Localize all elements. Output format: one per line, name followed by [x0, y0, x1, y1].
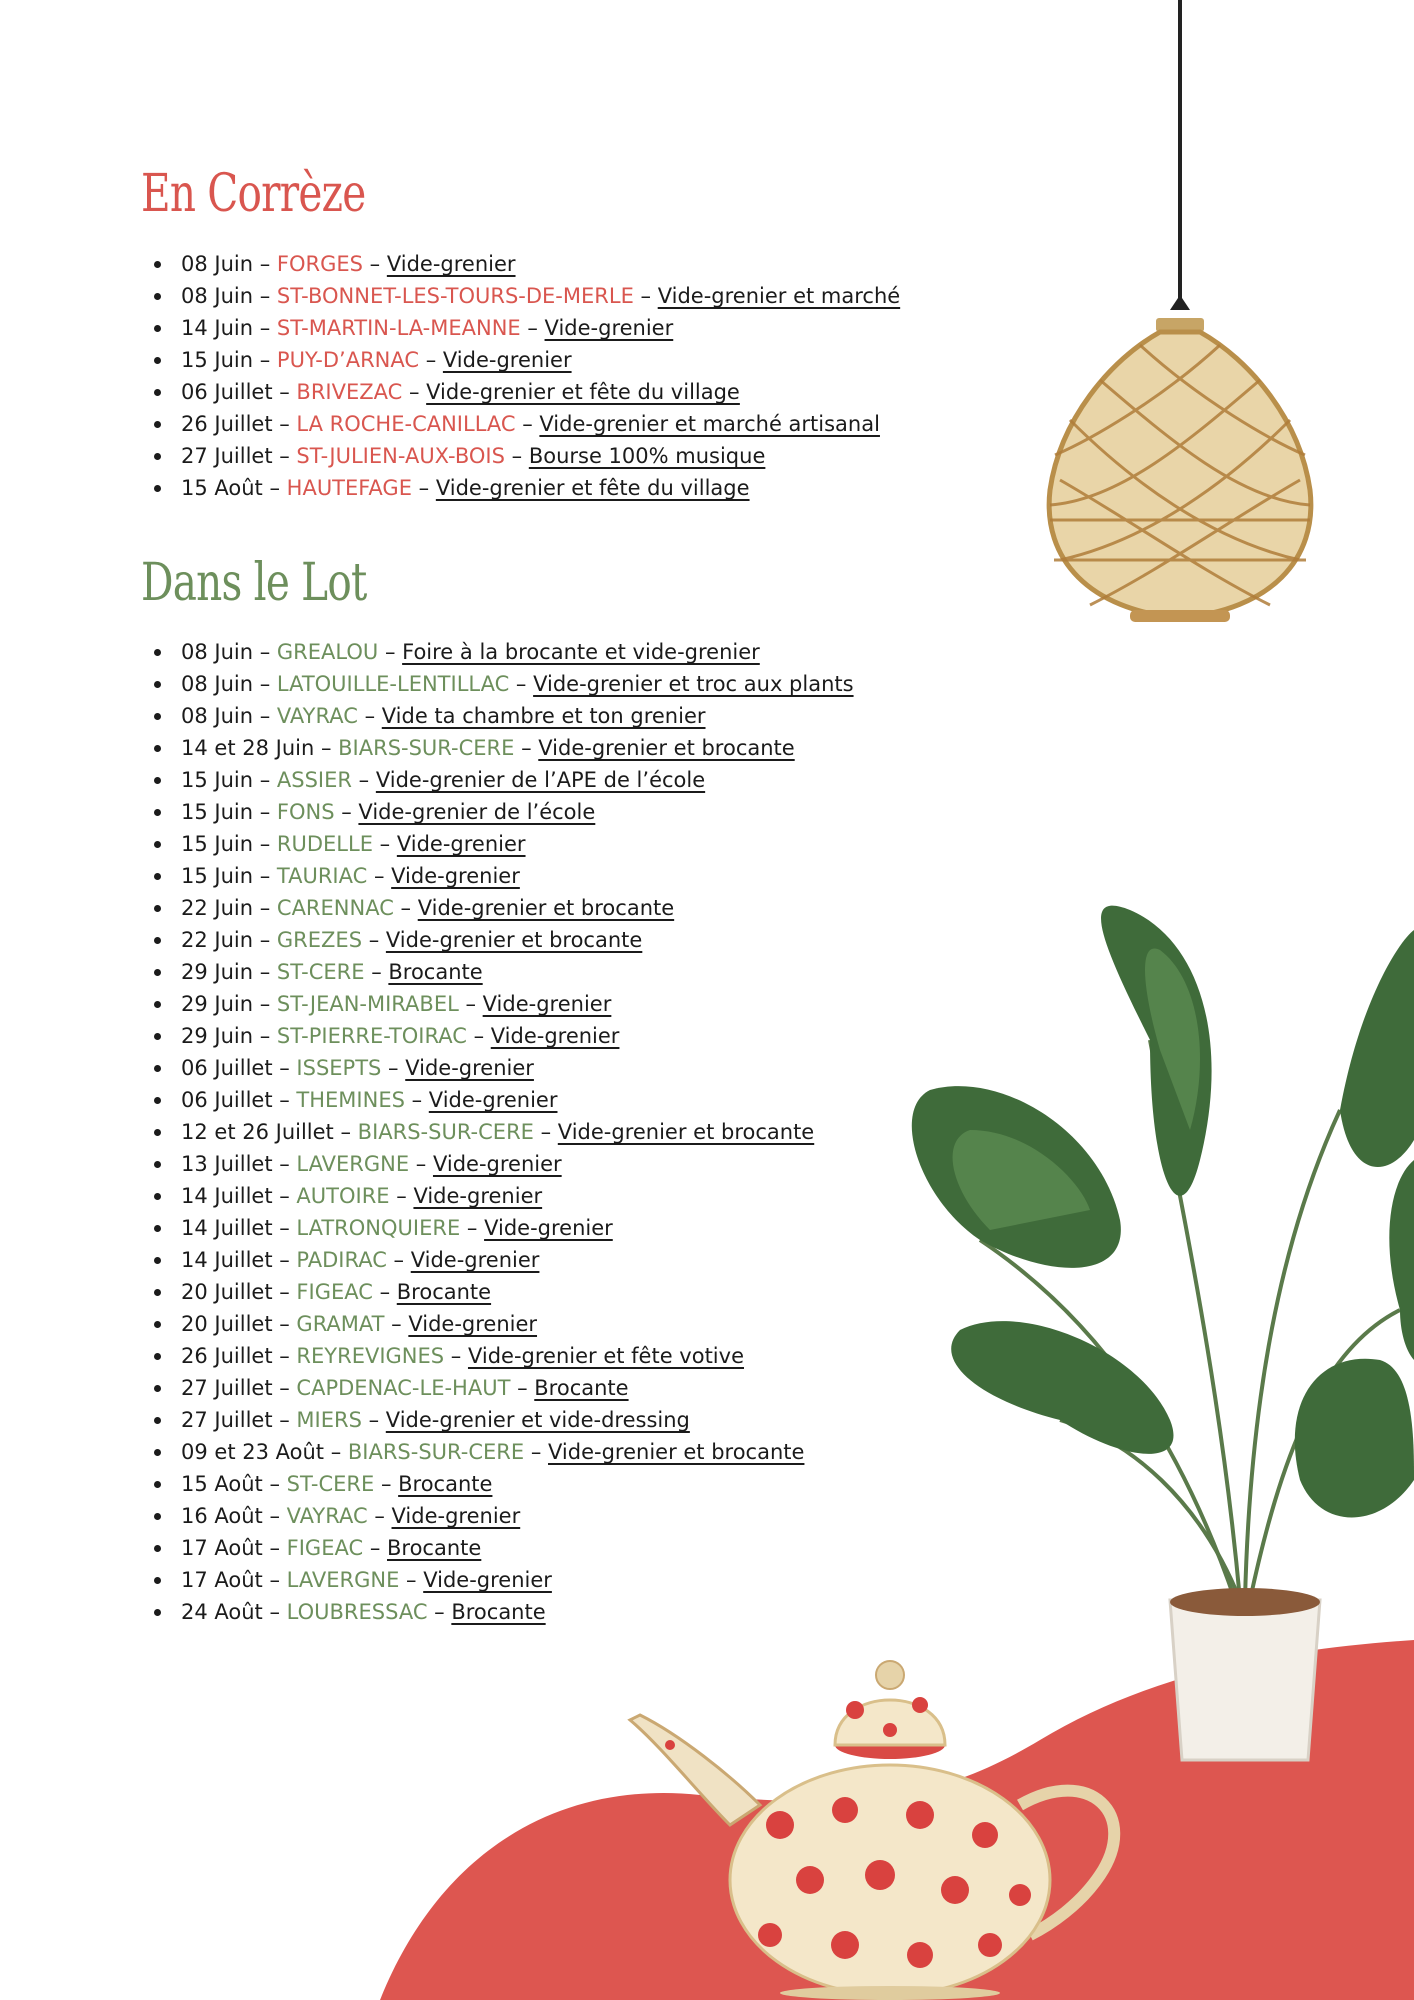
list-item: 06 Juillet – THEMINES – Vide-grenier: [181, 1084, 854, 1116]
list-item: 14 Juin – ST-MARTIN-LA-MEANNE – Vide-grenier: [181, 312, 900, 344]
event-link[interactable]: Foire à la brocante et vide-grenier: [402, 640, 760, 664]
event-link[interactable]: Vide-grenier et troc aux plants: [533, 672, 854, 696]
event-link[interactable]: Vide-grenier et fête votive: [467, 1344, 744, 1368]
event-date: 16 Août: [181, 1504, 263, 1528]
event-date: 27 Juillet: [181, 444, 273, 468]
list-item: 20 Juillet – FIGEAC – Brocante: [181, 1276, 854, 1308]
event-town: FONS: [276, 800, 335, 824]
event-town: ST-PIERRE-TOIRAC: [276, 1024, 467, 1048]
list-item: 17 Août – FIGEAC – Brocante: [181, 1532, 854, 1564]
event-date: 14 Juin: [181, 316, 254, 340]
event-date: 29 Juin: [181, 1024, 254, 1048]
list-item: 08 Juin – LATOUILLE-LENTILLAC – Vide-grenier et troc aux plants: [181, 668, 854, 700]
list-item: 14 Juillet – PADIRAC – Vide-grenier: [181, 1244, 854, 1276]
event-date: 14 Juillet: [181, 1216, 273, 1240]
event-link[interactable]: Vide-grenier et brocante: [557, 1120, 815, 1144]
event-town: THEMINES: [296, 1088, 405, 1112]
event-town: BIARS-SUR-CERE: [357, 1120, 534, 1144]
event-link[interactable]: Vide-grenier: [391, 1504, 521, 1528]
event-town: FIGEAC: [286, 1536, 364, 1560]
event-town: ASSIER: [276, 768, 352, 792]
event-date: 20 Juillet: [181, 1312, 273, 1336]
list-item: 14 Juillet – LATRONQUIERE – Vide-grenier: [181, 1212, 854, 1244]
event-date: 08 Juin: [181, 640, 254, 664]
event-date: 09 et 23 Août: [181, 1440, 325, 1464]
event-town: GREALOU: [276, 640, 379, 664]
event-link[interactable]: Vide-grenier et fête du village: [426, 380, 740, 404]
list-item: 06 Juillet – ISSEPTS – Vide-grenier: [181, 1052, 854, 1084]
event-town: FORGES: [276, 252, 363, 276]
event-town: ST-MARTIN-LA-MEANNE: [276, 316, 521, 340]
list-item: 15 Juin – PUY-D’ARNAC – Vide-grenier: [181, 344, 900, 376]
event-link[interactable]: Bourse 100% musique: [528, 444, 766, 468]
event-date: 14 et 28 Juin: [181, 736, 315, 760]
event-date: 29 Juin: [181, 992, 254, 1016]
event-date: 22 Juin: [181, 896, 254, 920]
event-town: VAYRAC: [276, 704, 358, 728]
event-town: GREZES: [276, 928, 363, 952]
event-town: GRAMAT: [296, 1312, 385, 1336]
list-item: 17 Août – LAVERGNE – Vide-grenier: [181, 1564, 854, 1596]
event-town: LA ROCHE-CANILLAC: [296, 412, 516, 436]
list-item: 14 Juillet – AUTOIRE – Vide-grenier: [181, 1180, 854, 1212]
list-item: 15 Juin – FONS – Vide-grenier de l’école: [181, 796, 854, 828]
event-town: BRIVEZAC: [296, 380, 403, 404]
event-town: ST-CERE: [276, 960, 365, 984]
list-item: 27 Juillet – CAPDENAC-LE-HAUT – Brocante: [181, 1372, 854, 1404]
event-link[interactable]: Vide-grenier et brocante: [538, 736, 795, 760]
lot-event-list: [181, 636, 854, 1628]
event-date: 17 Août: [181, 1568, 263, 1592]
event-town: HAUTEFAGE: [286, 476, 412, 500]
event-link[interactable]: Vide-grenier et marché artisanal: [539, 412, 880, 436]
list-item: 29 Juin – ST-JEAN-MIRABEL – Vide-grenier: [181, 988, 854, 1020]
list-item: 27 Juillet – MIERS – Vide-grenier et vide-dressing: [181, 1404, 854, 1436]
event-date: 06 Juillet: [181, 1088, 273, 1112]
event-link[interactable]: Vide-grenier: [405, 1056, 534, 1080]
event-town: PADIRAC: [296, 1248, 387, 1272]
event-date: 08 Juin: [181, 672, 254, 696]
event-date: 27 Juillet: [181, 1408, 273, 1432]
section-title-correze: En Corrèze: [141, 164, 366, 224]
list-item: 26 Juillet – REYREVIGNES – Vide-grenier et fête votive: [181, 1340, 854, 1372]
event-date: 14 Juillet: [181, 1184, 273, 1208]
list-item: 15 Août – ST-CERE – Brocante: [181, 1468, 854, 1500]
event-link[interactable]: Brocante: [387, 1536, 482, 1560]
event-date: 24 Août: [181, 1600, 263, 1624]
event-link[interactable]: Vide-grenier: [544, 316, 674, 340]
event-date: 15 Juin: [181, 864, 254, 888]
event-link[interactable]: Vide-grenier: [482, 992, 612, 1016]
event-link[interactable]: Vide-grenier et fête du village: [435, 476, 750, 500]
event-link[interactable]: Vide ta chambre et ton grenier: [381, 704, 706, 728]
list-item: 08 Juin – ST-BONNET-LES-TOURS-DE-MERLE – Vide-grenier et marché: [181, 280, 900, 312]
event-link[interactable]: Vide-grenier: [396, 832, 526, 856]
event-town: MIERS: [296, 1408, 362, 1432]
event-town: ISSEPTS: [296, 1056, 382, 1080]
event-date: 22 Juin: [181, 928, 254, 952]
event-link[interactable]: Vide-grenier: [413, 1184, 543, 1208]
event-date: 15 Juin: [181, 832, 254, 856]
event-date: 29 Juin: [181, 960, 254, 984]
event-link[interactable]: Vide-grenier et brocante: [417, 896, 675, 920]
event-date: 15 Août: [181, 476, 263, 500]
event-link[interactable]: Vide-grenier de l’APE de l’école: [375, 768, 706, 792]
event-date: 15 Juin: [181, 348, 254, 372]
event-date: 15 Juin: [181, 768, 254, 792]
event-date: 13 Juillet: [181, 1152, 273, 1176]
event-date: 26 Juillet: [181, 412, 273, 436]
list-item: 29 Juin – ST-CERE – Brocante: [181, 956, 854, 988]
list-item: 24 Août – LOUBRESSAC – Brocante: [181, 1596, 854, 1628]
event-link[interactable]: Vide-grenier: [432, 1152, 562, 1176]
event-town: FIGEAC: [296, 1280, 373, 1304]
event-link[interactable]: Vide-grenier: [410, 1248, 540, 1272]
list-item: 08 Juin – GREALOU – Foire à la brocante et vide-grenier: [181, 636, 854, 668]
event-town: TAURIAC: [276, 864, 368, 888]
event-town: CAPDENAC-LE-HAUT: [296, 1376, 511, 1400]
list-item: 15 Juin – RUDELLE – Vide-grenier: [181, 828, 854, 860]
event-link[interactable]: Vide-grenier et brocante: [548, 1440, 805, 1464]
list-item: 13 Juillet – LAVERGNE – Vide-grenier: [181, 1148, 854, 1180]
event-town: ST-JEAN-MIRABEL: [276, 992, 459, 1016]
event-town: ST-BONNET-LES-TOURS-DE-MERLE: [276, 284, 634, 308]
section-title-lot: Dans le Lot: [141, 553, 367, 613]
list-item: 14 et 28 Juin – BIARS-SUR-CERE – Vide-grenier et brocante: [181, 732, 854, 764]
event-town: LAVERGNE: [296, 1152, 410, 1176]
event-town: ST-CERE: [286, 1472, 375, 1496]
list-item: 26 Juillet – LA ROCHE-CANILLAC – Vide-grenier et marché artisanal: [181, 408, 900, 440]
list-item: 09 et 23 Août – BIARS-SUR-CERE – Vide-grenier et brocante: [181, 1436, 854, 1468]
event-link[interactable]: Vide-grenier et brocante: [385, 928, 643, 952]
event-date: 08 Juin: [181, 704, 254, 728]
list-item: 12 et 26 Juillet – BIARS-SUR-CERE – Vide-grenier et brocante: [181, 1116, 854, 1148]
event-date: 15 Août: [181, 1472, 263, 1496]
event-link[interactable]: Brocante: [388, 960, 483, 984]
list-item: 08 Juin – FORGES – Vide-grenier: [181, 248, 900, 280]
event-town: LATOUILLE-LENTILLAC: [276, 672, 510, 696]
event-date: 26 Juillet: [181, 1344, 273, 1368]
event-date: 06 Juillet: [181, 1056, 273, 1080]
event-link[interactable]: Vide-grenier: [428, 1088, 558, 1112]
event-town: AUTOIRE: [296, 1184, 390, 1208]
event-date: 15 Juin: [181, 800, 254, 824]
list-item: 20 Juillet – GRAMAT – Vide-grenier: [181, 1308, 854, 1340]
event-town: BIARS-SUR-CERE: [347, 1440, 525, 1464]
event-link[interactable]: Vide-grenier: [442, 348, 572, 372]
event-town: RUDELLE: [276, 832, 373, 856]
event-date: 27 Juillet: [181, 1376, 273, 1400]
list-item: 06 Juillet – BRIVEZAC – Vide-grenier et fête du village: [181, 376, 900, 408]
correze-event-list: [181, 248, 900, 504]
event-date: 08 Juin: [181, 284, 254, 308]
event-link[interactable]: Vide-grenier: [484, 1216, 613, 1240]
event-link[interactable]: Vide-grenier: [391, 864, 520, 888]
event-link[interactable]: Brocante: [534, 1376, 629, 1400]
event-town: PUY-D’ARNAC: [276, 348, 420, 372]
event-link[interactable]: Brocante: [398, 1472, 493, 1496]
event-town: ST-JULIEN-AUX-BOIS: [296, 444, 505, 468]
list-item: 29 Juin – ST-PIERRE-TOIRAC – Vide-grenier: [181, 1020, 854, 1052]
event-town: CARENNAC: [276, 896, 394, 920]
event-date: 14 Juillet: [181, 1248, 273, 1272]
event-date: 12 et 26 Juillet: [181, 1120, 334, 1144]
list-item: 15 Août – HAUTEFAGE – Vide-grenier et fête du village: [181, 472, 900, 504]
event-link[interactable]: Brocante: [396, 1280, 492, 1304]
list-item: 22 Juin – GREZES – Vide-grenier et brocante: [181, 924, 854, 956]
list-item: 08 Juin – VAYRAC – Vide ta chambre et ton grenier: [181, 700, 854, 732]
event-date: 20 Juillet: [181, 1280, 273, 1304]
event-town: VAYRAC: [286, 1504, 368, 1528]
event-town: REYREVIGNES: [296, 1344, 445, 1368]
event-link[interactable]: Vide-grenier de l’école: [358, 800, 596, 824]
event-date: 08 Juin: [181, 252, 254, 276]
event-town: BIARS-SUR-CERE: [338, 736, 515, 760]
event-link[interactable]: Vide-grenier et marché: [657, 284, 901, 308]
event-town: LATRONQUIERE: [296, 1216, 461, 1240]
event-link[interactable]: Vide-grenier: [386, 252, 516, 276]
list-item: 27 Juillet – ST-JULIEN-AUX-BOIS – Bourse 100% musique: [181, 440, 900, 472]
event-link[interactable]: Vide-grenier et vide-dressing: [385, 1408, 690, 1432]
list-item: 16 Août – VAYRAC – Vide-grenier: [181, 1500, 854, 1532]
event-link[interactable]: Brocante: [451, 1600, 546, 1624]
event-town: LAVERGNE: [286, 1568, 400, 1592]
event-link[interactable]: Vide-grenier: [490, 1024, 620, 1048]
polka-dot-teapot-illustration: [620, 1635, 1140, 2000]
event-town: LOUBRESSAC: [286, 1600, 428, 1624]
list-item: 15 Juin – TAURIAC – Vide-grenier: [181, 860, 854, 892]
list-item: 15 Juin – ASSIER – Vide-grenier de l’APE de l’école: [181, 764, 854, 796]
event-link[interactable]: Vide-grenier: [423, 1568, 552, 1592]
event-date: 17 Août: [181, 1536, 263, 1560]
list-item: 22 Juin – CARENNAC – Vide-grenier et brocante: [181, 892, 854, 924]
event-link[interactable]: Vide-grenier: [408, 1312, 538, 1336]
rattan-pendant-lamp-illustration: [1030, 0, 1330, 640]
event-date: 06 Juillet: [181, 380, 273, 404]
